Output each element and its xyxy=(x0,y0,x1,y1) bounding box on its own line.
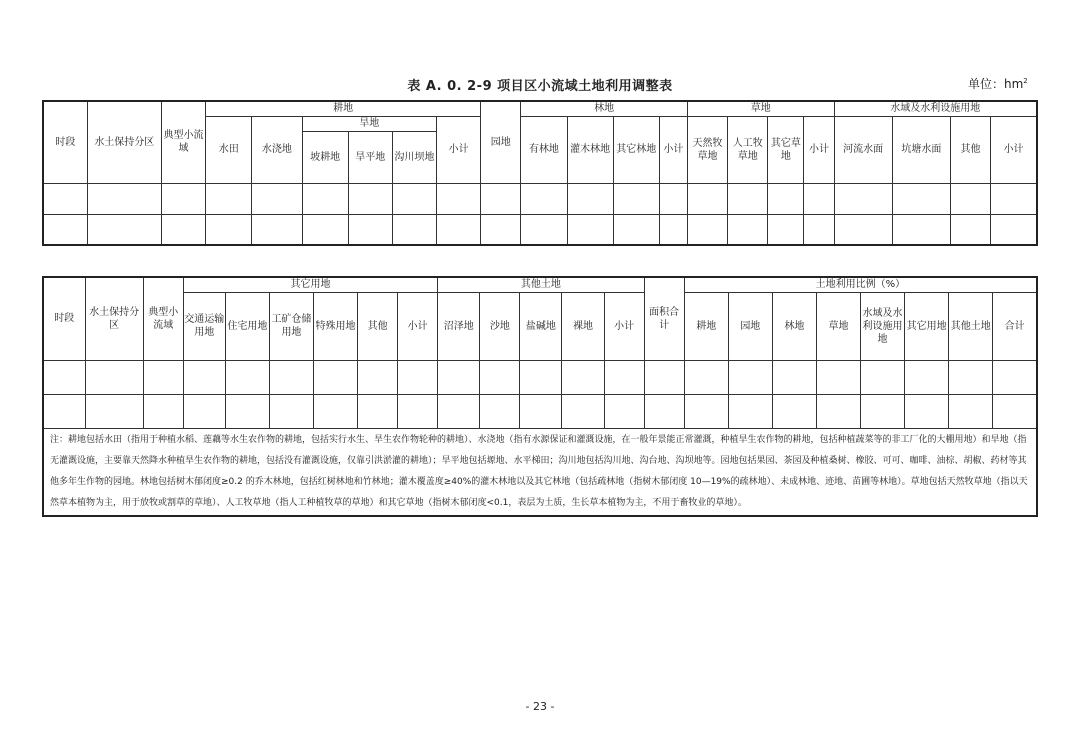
header-teshu: 特殊用地 xyxy=(313,292,357,360)
header-bili-caodi: 草地 xyxy=(816,292,860,360)
header-heliu: 河流水面 xyxy=(834,116,892,183)
header-zhuzhai: 住宅用地 xyxy=(225,292,269,360)
header-gongkuang: 工矿仓储用地 xyxy=(269,292,313,360)
header-shuijiaodi: 水浇地 xyxy=(252,116,302,183)
header-gengdi: 耕地 xyxy=(206,101,481,116)
header-fenqu: 水土保持分区 xyxy=(85,277,143,360)
header-bili-shuiyu: 水域及水利设施用地 xyxy=(861,292,905,360)
unit-label: 单位：$hm^2$ xyxy=(968,77,1028,91)
header-bili-qitatudi: 其他土地 xyxy=(949,292,993,360)
header-bili-heji: 合计 xyxy=(993,292,1037,360)
header-caodi: 草地 xyxy=(687,101,834,116)
header-gengdi-xiaoji: 小计 xyxy=(437,116,481,183)
header-shiduan: 时段 xyxy=(43,277,85,360)
header-poshudi: 坡耕地 xyxy=(302,131,348,183)
header-shuiyu: 水域及水利设施用地 xyxy=(834,101,1037,116)
header-shadi: 沙地 xyxy=(480,292,520,360)
header-dianxing: 典型小流域 xyxy=(161,101,205,183)
header-shuiyu-qita: 其他 xyxy=(950,116,990,183)
header-qitayongdi: 其它用地 xyxy=(183,277,437,292)
header-zhaoze: 沼泽地 xyxy=(438,292,480,360)
header-qitayongdi-xiaoji: 小计 xyxy=(398,292,438,360)
header-qitatudi-xiaoji: 小计 xyxy=(604,292,644,360)
header-fenqu: 水土保持分区 xyxy=(87,101,161,183)
header-qitatudi: 其他土地 xyxy=(438,277,644,292)
header-lindi-xiaoji: 小计 xyxy=(659,116,687,183)
header-shiduan: 时段 xyxy=(43,101,87,183)
header-rengong: 人工牧草地 xyxy=(728,116,768,183)
table-row xyxy=(43,214,1037,245)
header-bili-yuandi: 园地 xyxy=(728,292,772,360)
table-note: 注：耕地包括水田（指用于种植水稻、莲藕等水生农作物的耕地，包括实行水生、旱生农作物轮种的耕地）、水浇地（指有水源保证和灌溉设施，在一般年景能正常灌溉，种植旱生农作物的耕地，包括种植蔬菜等的非工厂化的大棚用地）和旱地（指无灌溉设施，主要靠天然降水种植旱生农作物的耕地，包括没有灌溉设施，仅靠引洪淤灌的耕地）；旱平地包括塬地、水平梯田；沟川地包括沟川地、沟台地、沟坝地等。园地包括果园、茶园及种植桑树、橡胶、可可、咖啡、油棕、胡椒、药材等其他多年生作物的园地。林地包括树木郁闭度≥0.2 的乔木林地，包括红树林地和竹林地；灌木覆盖度≥40%的灌木林地以及其它林地（包括疏林地（指树木郁闭度 10—19%的疏林地）、未成林地、迹地、苗圃等林地）。草地包括天然牧草地（指以天然草本植物为主，用于放牧或割草的草地）、人工牧草地（指人工种植牧草的草地）和其它草地（指树木郁闭度<0.1，表层为土质，生长草本植物为主，不用于畜牧业的草地）。 xyxy=(43,428,1037,516)
table-row xyxy=(43,183,1037,214)
table-title: 表 A. 0. 2-9 项目区小流域土地利用调整表 xyxy=(407,79,673,94)
header-qitacaodi: 其它草地 xyxy=(768,116,804,183)
header-tianran: 天然牧草地 xyxy=(687,116,727,183)
header-youlindi: 有林地 xyxy=(521,116,567,183)
header-qita: 其他 xyxy=(358,292,398,360)
header-jiaotong: 交通运输用地 xyxy=(183,292,225,360)
header-caodi-xiaoji: 小计 xyxy=(804,116,834,183)
header-bili-qitayongdi: 其它用地 xyxy=(905,292,949,360)
header-handi: 旱地 xyxy=(302,116,437,131)
header-yanjian: 盐碱地 xyxy=(520,292,562,360)
header-bili-gengdi: 耕地 xyxy=(684,292,728,360)
land-use-table-2 xyxy=(42,276,1038,517)
header-mianji: 面积合计 xyxy=(644,277,684,360)
header-yuandi: 园地 xyxy=(481,101,521,183)
header-kengtang: 坑塘水面 xyxy=(892,116,950,183)
header-luodi: 裸地 xyxy=(562,292,604,360)
table-row xyxy=(43,394,1037,428)
header-shuitian: 水田 xyxy=(206,116,252,183)
header-bili-lindi: 林地 xyxy=(772,292,816,360)
header-guanmu: 灌木林地 xyxy=(567,116,613,183)
header-shuiyu-xiaoji: 小计 xyxy=(991,116,1037,183)
header-bili: 土地利用比例（%） xyxy=(684,277,1037,292)
table-row xyxy=(43,360,1037,394)
header-lindi: 林地 xyxy=(521,101,688,116)
header-qitalindi: 其它林地 xyxy=(613,116,659,183)
header-hanpingdi: 旱平地 xyxy=(348,131,392,183)
header-dianxing: 典型小流域 xyxy=(143,277,183,360)
header-gouchuan: 沟川坝地 xyxy=(392,131,436,183)
land-use-table-1 xyxy=(42,100,1038,246)
page-number: - 23 - xyxy=(525,700,555,713)
